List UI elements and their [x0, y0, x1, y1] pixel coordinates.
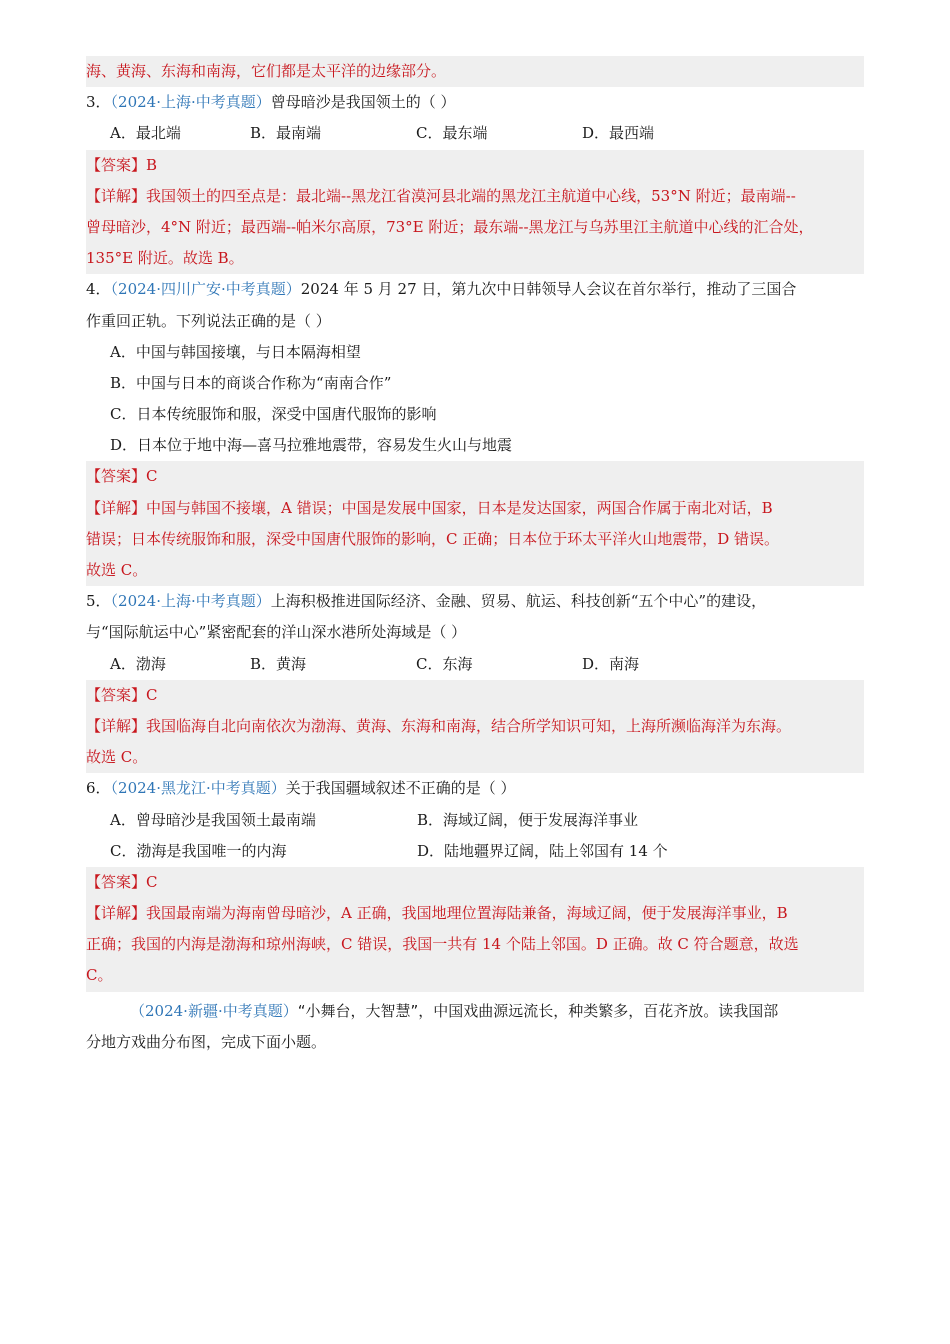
q4-answer-block — [86, 461, 864, 586]
q5-options — [86, 649, 864, 680]
q3-stem-line — [86, 87, 864, 118]
q6-stem: 关于我国疆域叙述不正确的是（ ） — [285, 779, 516, 798]
q3-source: （2024·上海·中考真题） — [110, 93, 271, 112]
q5-detail-line: 故选 C。 — [86, 748, 148, 767]
q3-answer-block — [86, 150, 864, 275]
q4-stem: 2024 年 5 月 27 日，第九次中日韩领导人会议在首尔举行，推动了三国合 — [300, 280, 797, 299]
q7-intro-line-2: 分地方戏曲分布图，完成下面小题。 — [86, 1032, 327, 1051]
q5-stem: 上海积极推进国际经济、金融、贸易、航运、科技创新“五个中心”的建设， — [270, 592, 767, 611]
q6-stem-line — [86, 773, 864, 804]
q3-detail-line: 曾母暗沙，4°N 附近；最西端--帕米尔高原，73°E 附近；最东端--黑龙江与乌苏里江主航道中心线的汇合处， — [86, 217, 814, 236]
q6-detail-line: C。 — [86, 966, 113, 985]
document-page — [86, 56, 864, 1058]
q4-stem-line-2: 作重回正轨。下列说法正确的是（ ） — [86, 311, 331, 330]
q3-option-a: A．最北端 — [110, 124, 181, 143]
q4-option-c: C．日本传统服饰和服，深受中国唐代服饰的影响 — [110, 405, 437, 424]
q4-option-d: D．日本位于地中海—喜马拉雅地震带，容易发生火山与地震 — [110, 436, 513, 455]
q3-detail-line: 135°E 附近。故选 B。 — [86, 249, 244, 268]
q5-stem-line — [86, 586, 864, 617]
q4-stem-line — [86, 274, 864, 305]
q5-answer-block — [86, 680, 864, 774]
q5-detail-line: 【详解】我国临海自北向南依次为渤海、黄海、东海和南海，结合所学知识可知，上海所濒临海洋为东海。 — [86, 716, 792, 735]
q3-number: 3． — [86, 93, 111, 112]
q3-stem: 曾母暗沙是我国领土的（ ） — [270, 93, 456, 112]
q7-intro-text: “小舞台，大智慧”，中国戏曲源远流长，种类繁多，百花齐放。读我国部 — [297, 1001, 779, 1020]
q4-source: （2024·四川广安·中考真题） — [110, 280, 301, 299]
q5-stem-line-2: 与“国际航运中心”紧密配套的洋山深水港所处海域是（ ） — [86, 623, 467, 642]
q3-option-b: B．最南端 — [250, 124, 322, 143]
q5-option-d: D．南海 — [582, 654, 640, 673]
q6-answer: 【答案】C — [86, 872, 158, 891]
q6-answer-block — [86, 867, 864, 992]
q4-number: 4． — [86, 280, 111, 299]
q4-detail-line: 错误；日本传统服饰和服，深受中国唐代服饰的影响，C 正确；日本位于环太平洋火山地震带，D 错误。 — [86, 529, 780, 548]
q6-option-c: C．渤海是我国唯一的内海 — [110, 841, 287, 860]
q5-option-b: B．黄海 — [250, 654, 307, 673]
q6-option-d: D．陆地疆界辽阔，陆上邻国有 14 个 — [417, 841, 668, 860]
q4-option-b: B．中国与日本的商谈合作称为“南南合作” — [110, 373, 392, 392]
q6-source: （2024·黑龙江·中考真题） — [110, 779, 286, 798]
q7-source: （2024·新疆·中考真题） — [130, 1001, 298, 1020]
q3-options — [86, 118, 864, 149]
q6-option-a: A．曾母暗沙是我国领土最南端 — [110, 810, 316, 829]
q5-source: （2024·上海·中考真题） — [110, 592, 271, 611]
q3-detail-line: 【详解】我国领土的四至点是：最北端--黑龙江省漠河县北端的黑龙江主航道中心线，53°N 附近；最南端-- — [86, 186, 796, 205]
q3-option-d: D．最西端 — [582, 124, 655, 143]
q5-answer: 【答案】C — [86, 685, 158, 704]
q3-answer: 【答案】B — [86, 155, 158, 174]
q4-option-a: A．中国与韩国接壤，与日本隔海相望 — [110, 342, 361, 361]
q5-number: 5． — [86, 592, 111, 611]
q5-option-a: A．渤海 — [110, 654, 166, 673]
q2-detail-tail: 海、黄海、东海和南海，它们都是太平洋的边缘部分。 — [86, 56, 864, 87]
q6-detail-line: 正确；我国的内海是渤海和琼州海峡，C 错误，我国一共有 14 个陆上邻国。D 正确。故 C 符合题意，故选 — [86, 935, 799, 954]
q6-options-row-1 — [86, 805, 864, 836]
q4-detail-line: 故选 C。 — [86, 561, 148, 579]
q3-option-c: C．最东端 — [416, 124, 488, 143]
q6-options-row-2 — [86, 836, 864, 867]
q4-detail-line: 【详解】中国与韩国不接壤，A 错误；中国是发展中国家，日本是发达国家，两国合作属于南北对话，B — [86, 498, 773, 517]
q5-option-c: C．东海 — [416, 654, 473, 673]
q6-number: 6． — [86, 779, 111, 798]
q4-answer: 【答案】C — [86, 467, 158, 486]
q6-detail-line: 【详解】我国最南端为海南曾母暗沙，A 正确，我国地理位置海陆兼备，海域辽阔，便于发展海洋事业，B — [86, 904, 788, 923]
q7-intro-line — [86, 996, 864, 1027]
q6-option-b: B．海域辽阔，便于发展海洋事业 — [417, 810, 639, 829]
